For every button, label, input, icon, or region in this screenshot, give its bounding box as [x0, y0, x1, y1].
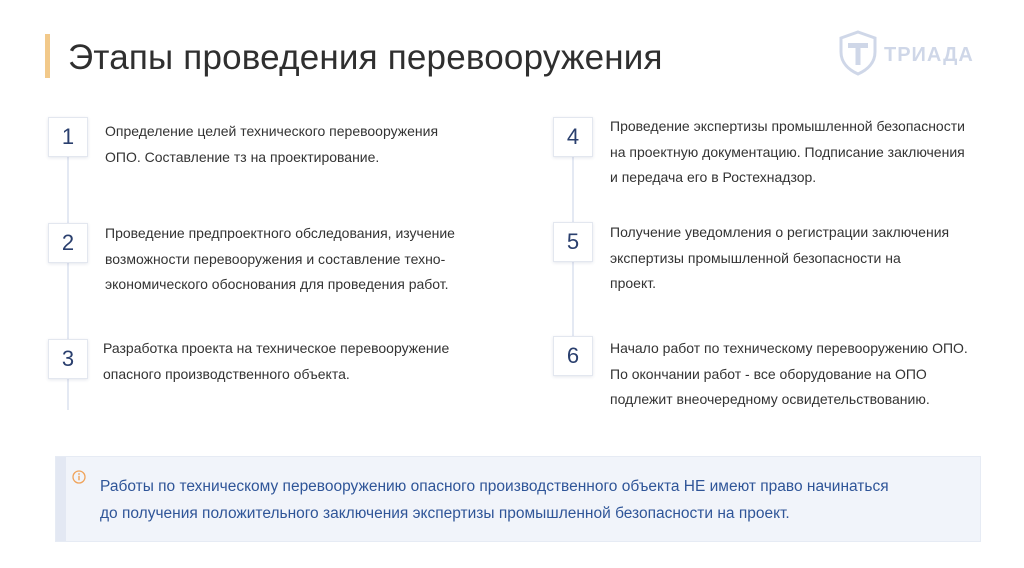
step-text-3: Разработка проекта на техническое перевооружение опасного производственного объекта. [103, 340, 450, 382]
title-accent-bar [45, 34, 50, 78]
step-text-6: Начало работ по техническому перевооружению ОПО. По окончании работ - все оборудование на ОПО подлежит внеочередному освидетельствованию. [610, 340, 968, 407]
info-icon [72, 470, 86, 484]
step-number-6: 6 [553, 336, 593, 376]
step-text-1: Определение целей технического перевооружения ОПО. Составление тз на проектирование. [105, 123, 439, 165]
logo-text: ТРИАДА [884, 43, 974, 66]
step-number-3: 3 [48, 339, 88, 379]
step-number-4: 4 [553, 117, 593, 157]
step-text-5: Получение уведомления о регистрации заключения экспертизы промышленной безопасности на проект. [610, 224, 950, 291]
notice-text: Работы по техническому перевооружению опасного производственного объекта НЕ имеют право начинаться до получения положительного заключения экспертизы промышленной безопасности на проект. [100, 478, 889, 522]
page-title: Этапы проведения перевооружения [68, 38, 663, 77]
logo [838, 32, 988, 78]
step-number-5: 5 [553, 222, 593, 262]
notice-box [55, 456, 981, 542]
step-number-2: 2 [48, 223, 88, 263]
step-number-1: 1 [48, 117, 88, 157]
notice-accent-bar [56, 457, 66, 541]
shield-t-icon [838, 30, 878, 81]
step-text-4: Проведение экспертизы промышленной безопасности на проектную документацию. Подписание заключения и передача его в Ростехнадзор. [610, 118, 965, 185]
step-text-2: Проведение предпроектного обследования, изучение возможности перевооружения и составление техно- экономического обоснования для проведения работ. [105, 225, 455, 292]
